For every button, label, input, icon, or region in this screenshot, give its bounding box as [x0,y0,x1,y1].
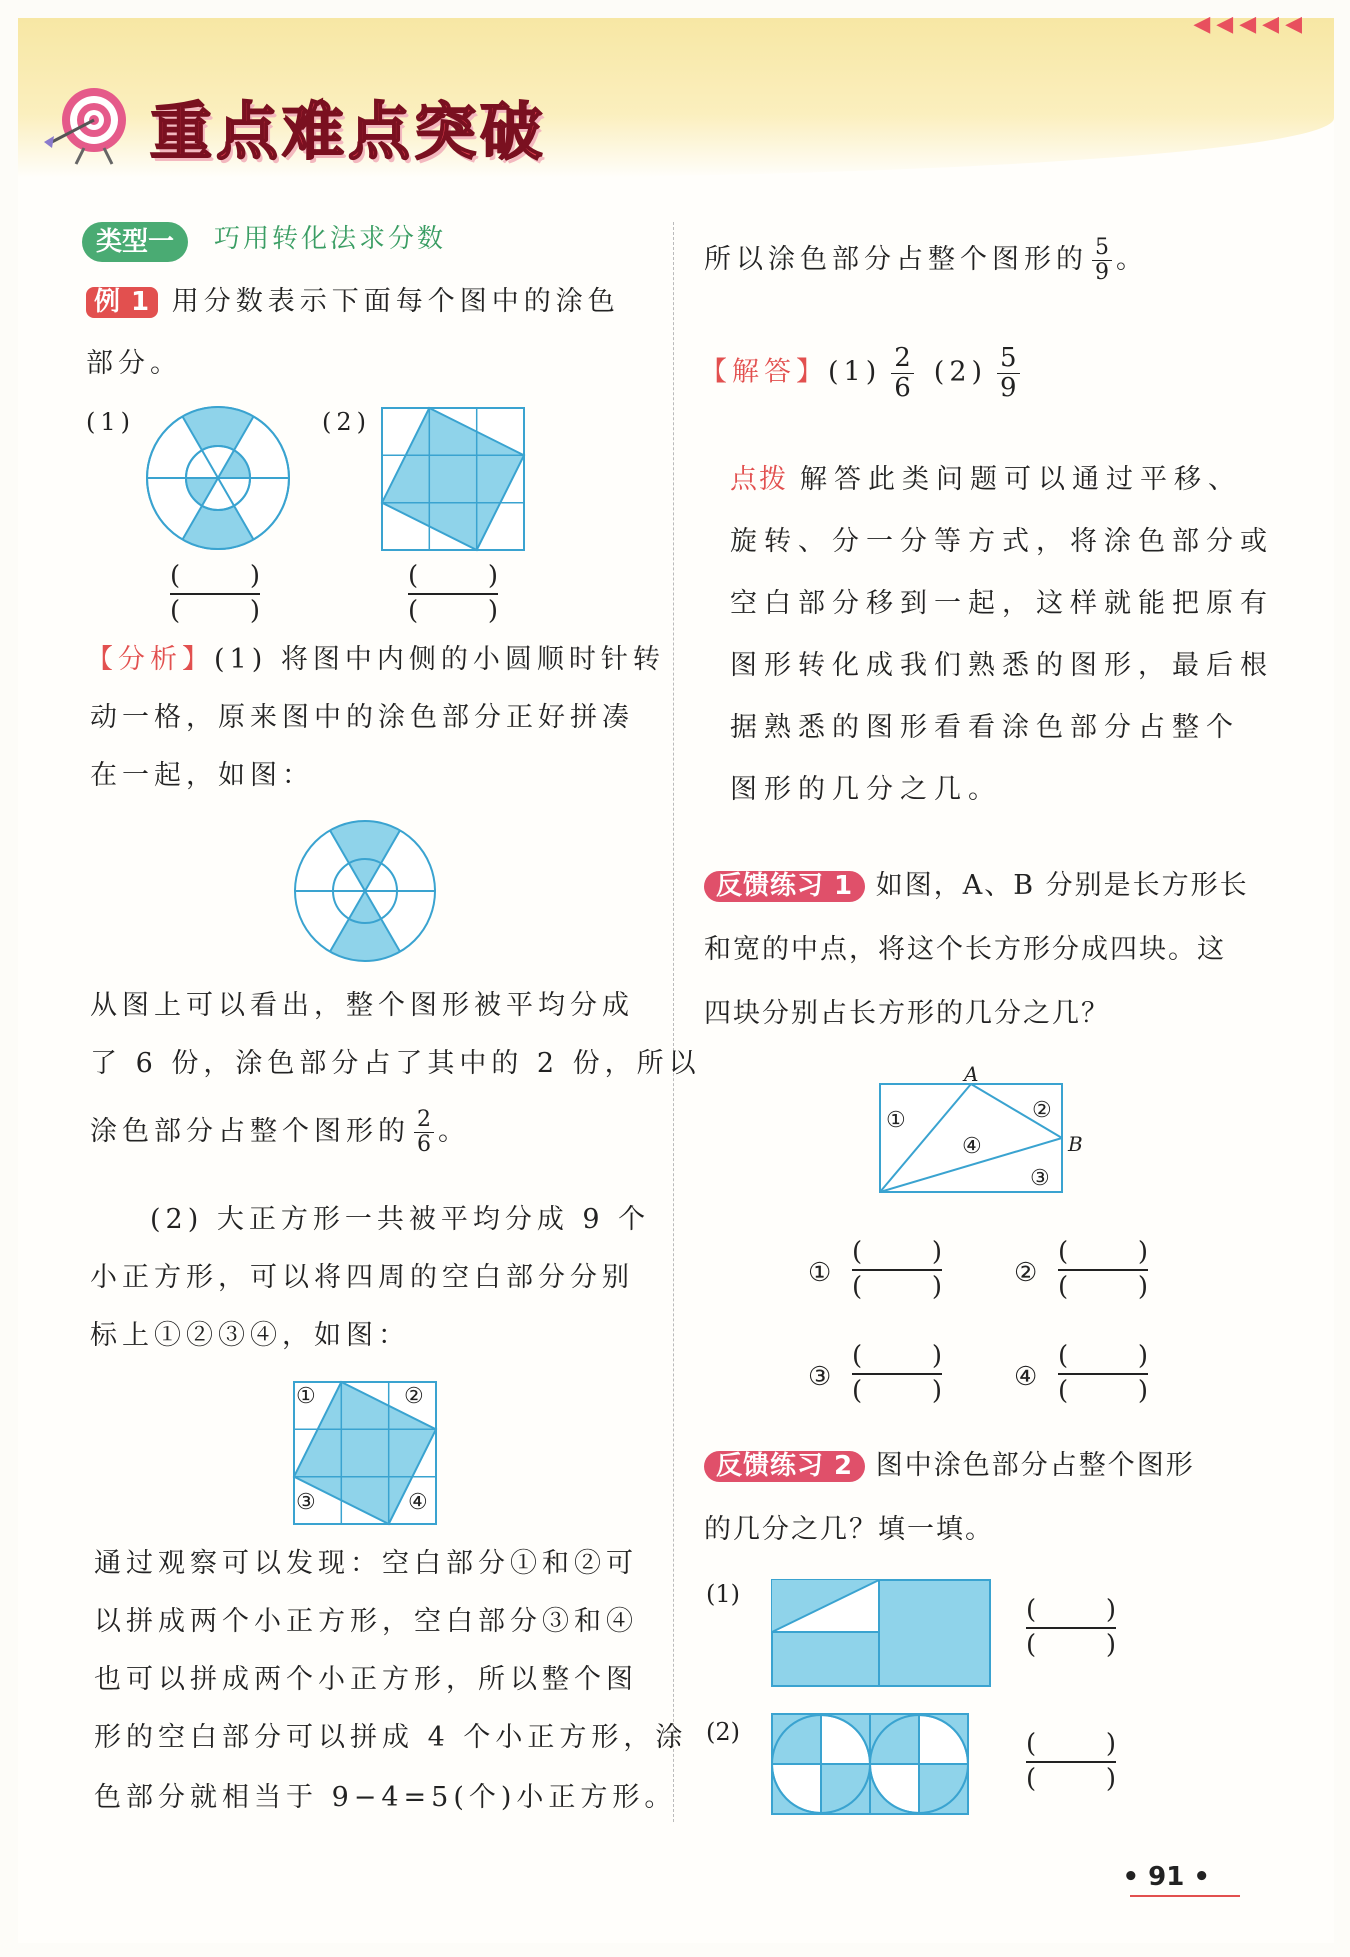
fraction-2-6: $\frac{2}{6}$ [414,1108,434,1157]
answer-line: 【解答】(1) $\frac{2}{6}$ (2) $\frac{5}{9}$ [700,344,1024,402]
rectangle-shaded-figure [770,1578,992,1688]
tip-tag: 点拨 [730,464,788,495]
analysis-line-2: 动一格，原来图中的涂色部分正好拼凑 [90,702,634,733]
grid-label-1: ① [296,1384,316,1409]
practice2-blank-2[interactable]: ( ) ( ) [1026,1729,1116,1794]
blank-label-3: ③ [808,1362,832,1392]
tip-line-6: 图形的几分之几。 [730,774,1002,805]
point-a-label: A [964,1062,979,1086]
example-tag: 例 1 [86,287,158,318]
practice1-blank-2[interactable]: ( ) ( ) [1058,1237,1148,1302]
analysis-line-4: 从图上可以看出，整个图形被平均分成 [90,990,634,1021]
column-divider [673,222,674,1822]
decorative-arrows: ◀◀◀◀◀ [1193,12,1308,37]
practice2-tag: 反馈练习 2 [704,1451,865,1482]
tip-line-1: 点拨 解答此类问题可以通过平移、 [730,464,1242,495]
region-label-3: ③ [1030,1166,1050,1191]
analysis-line-1: 【分析】(1) 将图中内侧的小圆顺时针转 [86,644,665,675]
region-label-2: ② [1032,1098,1052,1123]
grid-label-4: ④ [408,1490,428,1515]
target-icon [40,82,136,166]
ring-figure-1 [144,404,292,552]
practice1-line-1: 反馈练习 1 如图，A、B 分别是长方形长 [704,870,1249,902]
answer-tag: 【解答】 [700,356,828,388]
grid-label-3: ③ [296,1490,316,1515]
practice2-line-2: 的几分之几？填一填。 [704,1514,994,1545]
blank-label-1: ① [808,1258,832,1288]
analysis-line-9: 标上①②③④，如图： [90,1320,410,1351]
practice1-blank-4[interactable]: ( ) ( ) [1058,1341,1148,1406]
grid-figure-2 [380,406,526,552]
practice2-label-2: (2) [706,1718,740,1746]
point-b-label: B [1068,1132,1083,1156]
analysis-line-8: 小正方形，可以将四周的空白部分分别 [90,1262,634,1293]
analysis-line-7: (2) 大正方形一共被平均分成 9 个 [150,1204,651,1235]
practice1-tag: 反馈练习 1 [704,871,865,902]
answer-blank-2[interactable]: ( ) ( ) [408,561,498,626]
page-number-underline [1130,1895,1240,1897]
analysis-line-13: 形的空白部分可以拼成 4 个小正方形，涂 [94,1722,688,1753]
answer-blank-1[interactable]: ( ) ( ) [170,561,260,626]
fraction-5-9: $\frac{5}{9}$ [1092,236,1112,285]
tip-line-3: 空白部分移到一起，这样就能把原有 [730,588,1274,619]
type-title: 巧用转化法求分数 [214,224,447,254]
tip-line-5: 据熟悉的图形看看涂色部分占整个 [730,712,1240,743]
analysis-line-3: 在一起，如图： [90,760,314,791]
analysis-line-11: 以拼成两个小正方形，空白部分③和④ [94,1606,638,1637]
example-text: 用分数表示下面每个图中的涂色 [171,286,620,317]
practice1-blank-1[interactable]: ( ) ( ) [852,1237,942,1302]
figure-label-2: (2) [322,408,371,436]
practice2-label-1: (1) [706,1580,740,1608]
analysis-line-6: 涂色部分占整个图形的 $\frac{2}{6}$ 。 [90,1107,470,1158]
analysis-tag: 【分析】 [86,644,214,675]
ring-figure-rotated [292,818,438,964]
tip-line-2: 旋转、分一分等方式，将涂色部分或 [730,526,1274,557]
type-tag: 类型一 [82,222,188,262]
figure-label-1: (1) [86,408,135,436]
practice2-line-1: 反馈练习 2 图中涂色部分占整个图形 [704,1450,1195,1482]
practice1-line-3: 四块分别占长方形的几分之几？ [704,998,1110,1029]
two-circles-figure [770,1712,970,1816]
grid-label-2: ② [404,1384,424,1409]
right-line-1: 所以涂色部分占整个图形的 $\frac{5}{9}$ 。 [704,235,1148,286]
tip-line-4: 图形转化成我们熟悉的图形，最后根 [730,650,1274,681]
analysis-line-5: 了 6 份，涂色部分占了其中的 2 份，所以 [90,1048,701,1079]
region-label-1: ① [886,1108,906,1133]
blank-label-4: ④ [1014,1362,1038,1392]
practice1-blank-3[interactable]: ( ) ( ) [852,1341,942,1406]
analysis-line-12: 也可以拼成两个小正方形，所以整个图 [94,1664,638,1695]
region-label-4: ④ [962,1134,982,1159]
banner-title: 重点难点突破 [150,95,547,168]
blank-label-2: ② [1014,1258,1038,1288]
example-line-2: 部分。 [86,348,182,379]
practice2-blank-1[interactable]: ( ) ( ) [1026,1595,1116,1660]
analysis-line-10: 通过观察可以发现：空白部分①和②可 [94,1548,638,1579]
page-number: • 91 • [1122,1862,1210,1892]
practice1-line-2: 和宽的中点，将这个长方形分成四块。这 [704,934,1226,965]
example-line-1 [86,286,620,318]
analysis-line-14: 色部分就相当于 9−4=5(个)小正方形。 [94,1782,677,1813]
